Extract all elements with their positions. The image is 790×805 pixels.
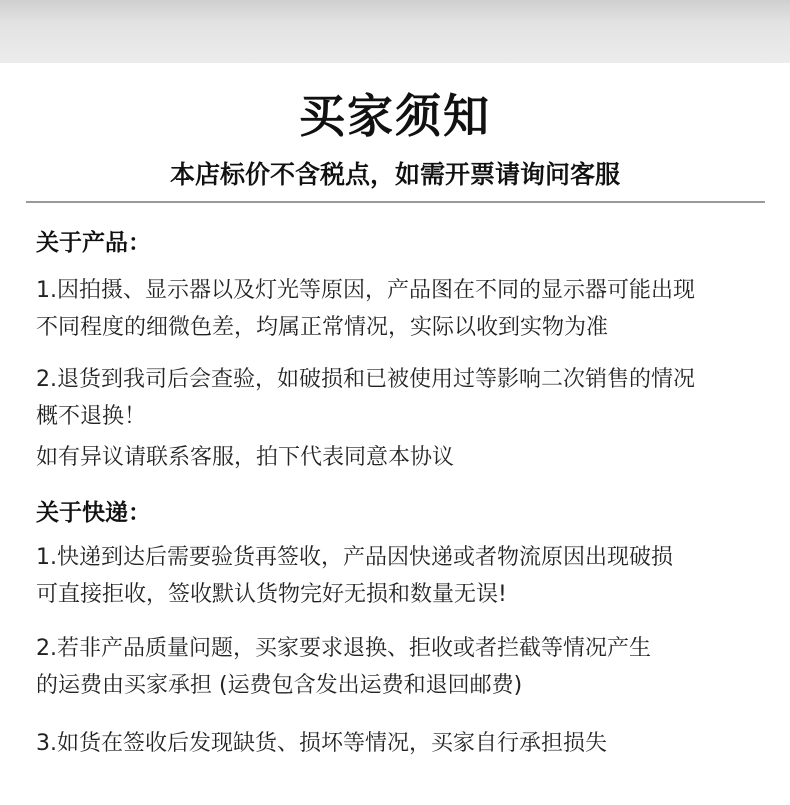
- page-subtitle: 本店标价不含税点，如需开票请询问客服: [169, 160, 620, 189]
- section-heading-shipping: 关于快递：: [36, 500, 151, 526]
- top-image-band: [0, 0, 790, 63]
- shipping-line: 可直接拒收，签收默认货物完好无损和数量无误!: [36, 582, 507, 607]
- shipping-line: 1.快递到达后需要验货再签收，产品因快递或者物流原因出现破损: [36, 545, 673, 570]
- product-line: 1.因拍摄、显示器以及灯光等原因，产品图在不同的显示器可能出现: [36, 278, 695, 303]
- section-heading-product: 关于产品：: [36, 230, 151, 256]
- shipping-line: 2.若非产品质量问题，买家要求退换、拒收或者拦截等情况产生: [36, 636, 651, 661]
- shipping-line: 的运费由买家承担 (运费包含发出运费和退回邮费): [36, 673, 523, 698]
- product-line: 不同程度的细微色差，均属正常情况，实际以收到实物为准: [36, 315, 609, 340]
- page-title: 买家须知: [299, 89, 491, 143]
- product-line: 2.退货到我司后会查验，如破损和已被使用过等影响二次销售的情况: [36, 367, 695, 392]
- product-line: 如有异议请联系客服，拍下代表同意本协议: [36, 445, 455, 470]
- product-line: 概不退换！: [36, 404, 147, 429]
- divider: [26, 201, 765, 203]
- shipping-line: 3.如货在签收后发现缺货、损坏等情况，买家自行承担损失: [36, 731, 607, 756]
